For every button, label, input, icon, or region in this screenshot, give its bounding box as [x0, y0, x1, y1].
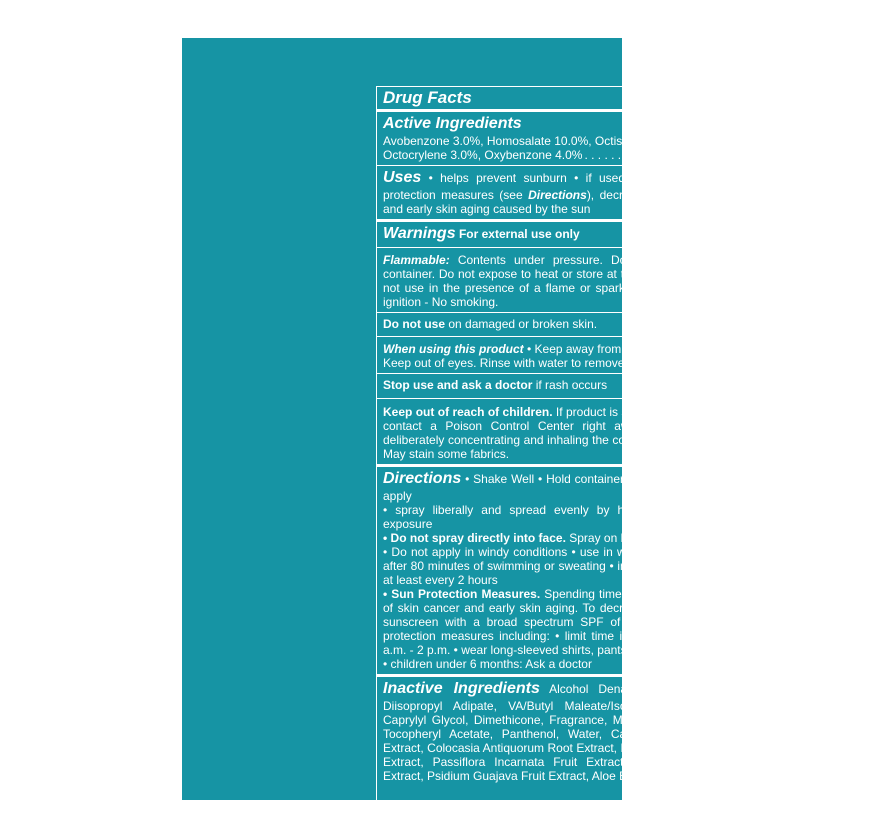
flammable-text: Contents under pressure. Do not puncture or incinerate container. Do not expose to heat or store at temperatures above 120°F. Do not use in the presence of a flame or spark. Keep away from sources of ignition - No smoking. — [383, 253, 785, 309]
directions-heading: Directions — [383, 470, 462, 487]
directions-line-1: • Shake Well • Hold container 4 to 6 inches from the skin to apply — [383, 472, 785, 503]
active-ingredients-section — [377, 112, 874, 166]
active-ingredients-line1: Avobenzone 3.0%, Homosalate 10.0%, Octisalate 5.0%, — [383, 134, 683, 148]
warnings-heading: Warnings — [383, 225, 456, 242]
when-using-section — [377, 337, 791, 374]
inactive-ingredients-heading: Inactive Ingredients — [383, 680, 540, 697]
active-ingredients-line2: Octocrylene 3.0%, Oxybenzone 4.0% — [383, 148, 583, 162]
sun-protection-label: • Sun Protection Measures. — [383, 587, 541, 601]
when-using-label: When using this product — [383, 342, 524, 356]
no-spray-label: • Do not spray directly into face. — [383, 531, 566, 545]
sun-protection-text: Spending time in the sun increases your risk of skin cancer and early skin aging. To decrease this risk, regularly use a sunscreen with a broad spectrum SPF of 15 or higher and other sun protection measures including: • limit time in the sun, especially from 10 a.m. - 2 p.m. • wear long-sleeved shirts, pants, hats, and sunglasses — [383, 587, 785, 657]
inactive-ingredients-section — [377, 677, 791, 786]
uses-heading: Uses — [383, 169, 422, 186]
intentional-misuse-label: Intentional misuse — [653, 419, 764, 433]
inactive-ingredients-text: Alcohol Denat., Isobutane, Isododecane, Diisopropyl Adipate, VA/Butyl Maleate/Isobornyl Acrylate Copolymer, Caprylyl Glycol, Dimethicone, Fragrance, Mineral Oil, Ascorbyl Palmitate, Tocopheryl Acetate, Panthenol, Water, Carica Papaya (Papaya) Fruit Extract, Colocasia Antiquorum Root Extract, Mangifera Indica (Mango) Fruit Extract, Passiflora Incarnata Fruit Extract, Plumeria Acutifolia Flower Extract, Psidium Guajava Fruit Extract, Aloe Barbadensis Leaf Extract. — [383, 682, 786, 783]
children-text-2: by deliberately concentrating and inhaling the contents can be harmful or fatal. May stain some fabrics. — [383, 419, 785, 461]
purpose-value: Sunscreen — [816, 148, 874, 162]
no-spray-text: Spray on hands then apply to face. — [565, 531, 755, 545]
warnings-header — [377, 222, 791, 248]
active-ingredients-heading: Active Ingredients — [383, 115, 522, 132]
warnings-subheading: For external use only — [458, 227, 580, 241]
children-label: Keep out of reach of children. — [383, 405, 553, 419]
children-text-1: If product is swallowed, get medical help or contact a Poison Control Center right away. — [383, 405, 785, 433]
directions-line-2: • spray liberally and spread evenly by hand 15 minutes before sun exposure — [383, 503, 785, 531]
drug-facts-panel — [376, 86, 874, 836]
flammable-label: Flammable: — [383, 253, 450, 267]
drug-facts-label — [182, 38, 874, 800]
purpose-heading: Purpose — [720, 115, 785, 132]
uses-text-1: • helps prevent sunburn • if used as directed with other sun protection measures (see — [383, 171, 785, 202]
stop-use-section — [377, 374, 791, 399]
uses-text-2: ), decreases the risk of skin cancer and early skin aging caused by the sun — [383, 188, 785, 216]
when-using-text: • Keep away from face to avoid breathing it • Keep out of eyes. Rinse with water to remove. — [383, 342, 763, 370]
directions-line-4: • Do not apply in windy conditions • use in well-ventilated area • reapply: • after 80 minutes of swimming or sweating • immediately after towel drying • at least every 2 hours — [383, 545, 785, 587]
drug-facts-title: Drug Facts — [377, 87, 791, 112]
do-not-use-text: on damaged or broken skin. — [445, 317, 598, 331]
leader-dots: . . . . . . . . . . . . . . . . . . . . . . . . . . . . . . . . . . . — [584, 148, 815, 162]
keep-out-of-reach-section — [377, 399, 791, 467]
do-not-use-section — [377, 313, 791, 337]
do-not-use-label: Do not use — [383, 317, 445, 331]
stop-use-label: Stop use and ask a doctor — [383, 378, 533, 392]
flammable-section — [377, 248, 791, 313]
children-under-6-note: • children under 6 months: Ask a doctor — [383, 657, 592, 671]
stop-use-text: if rash occurs — [532, 378, 608, 392]
uses-section — [377, 166, 791, 222]
directions-section — [377, 467, 791, 677]
uses-directions-ref: Directions — [528, 188, 587, 202]
